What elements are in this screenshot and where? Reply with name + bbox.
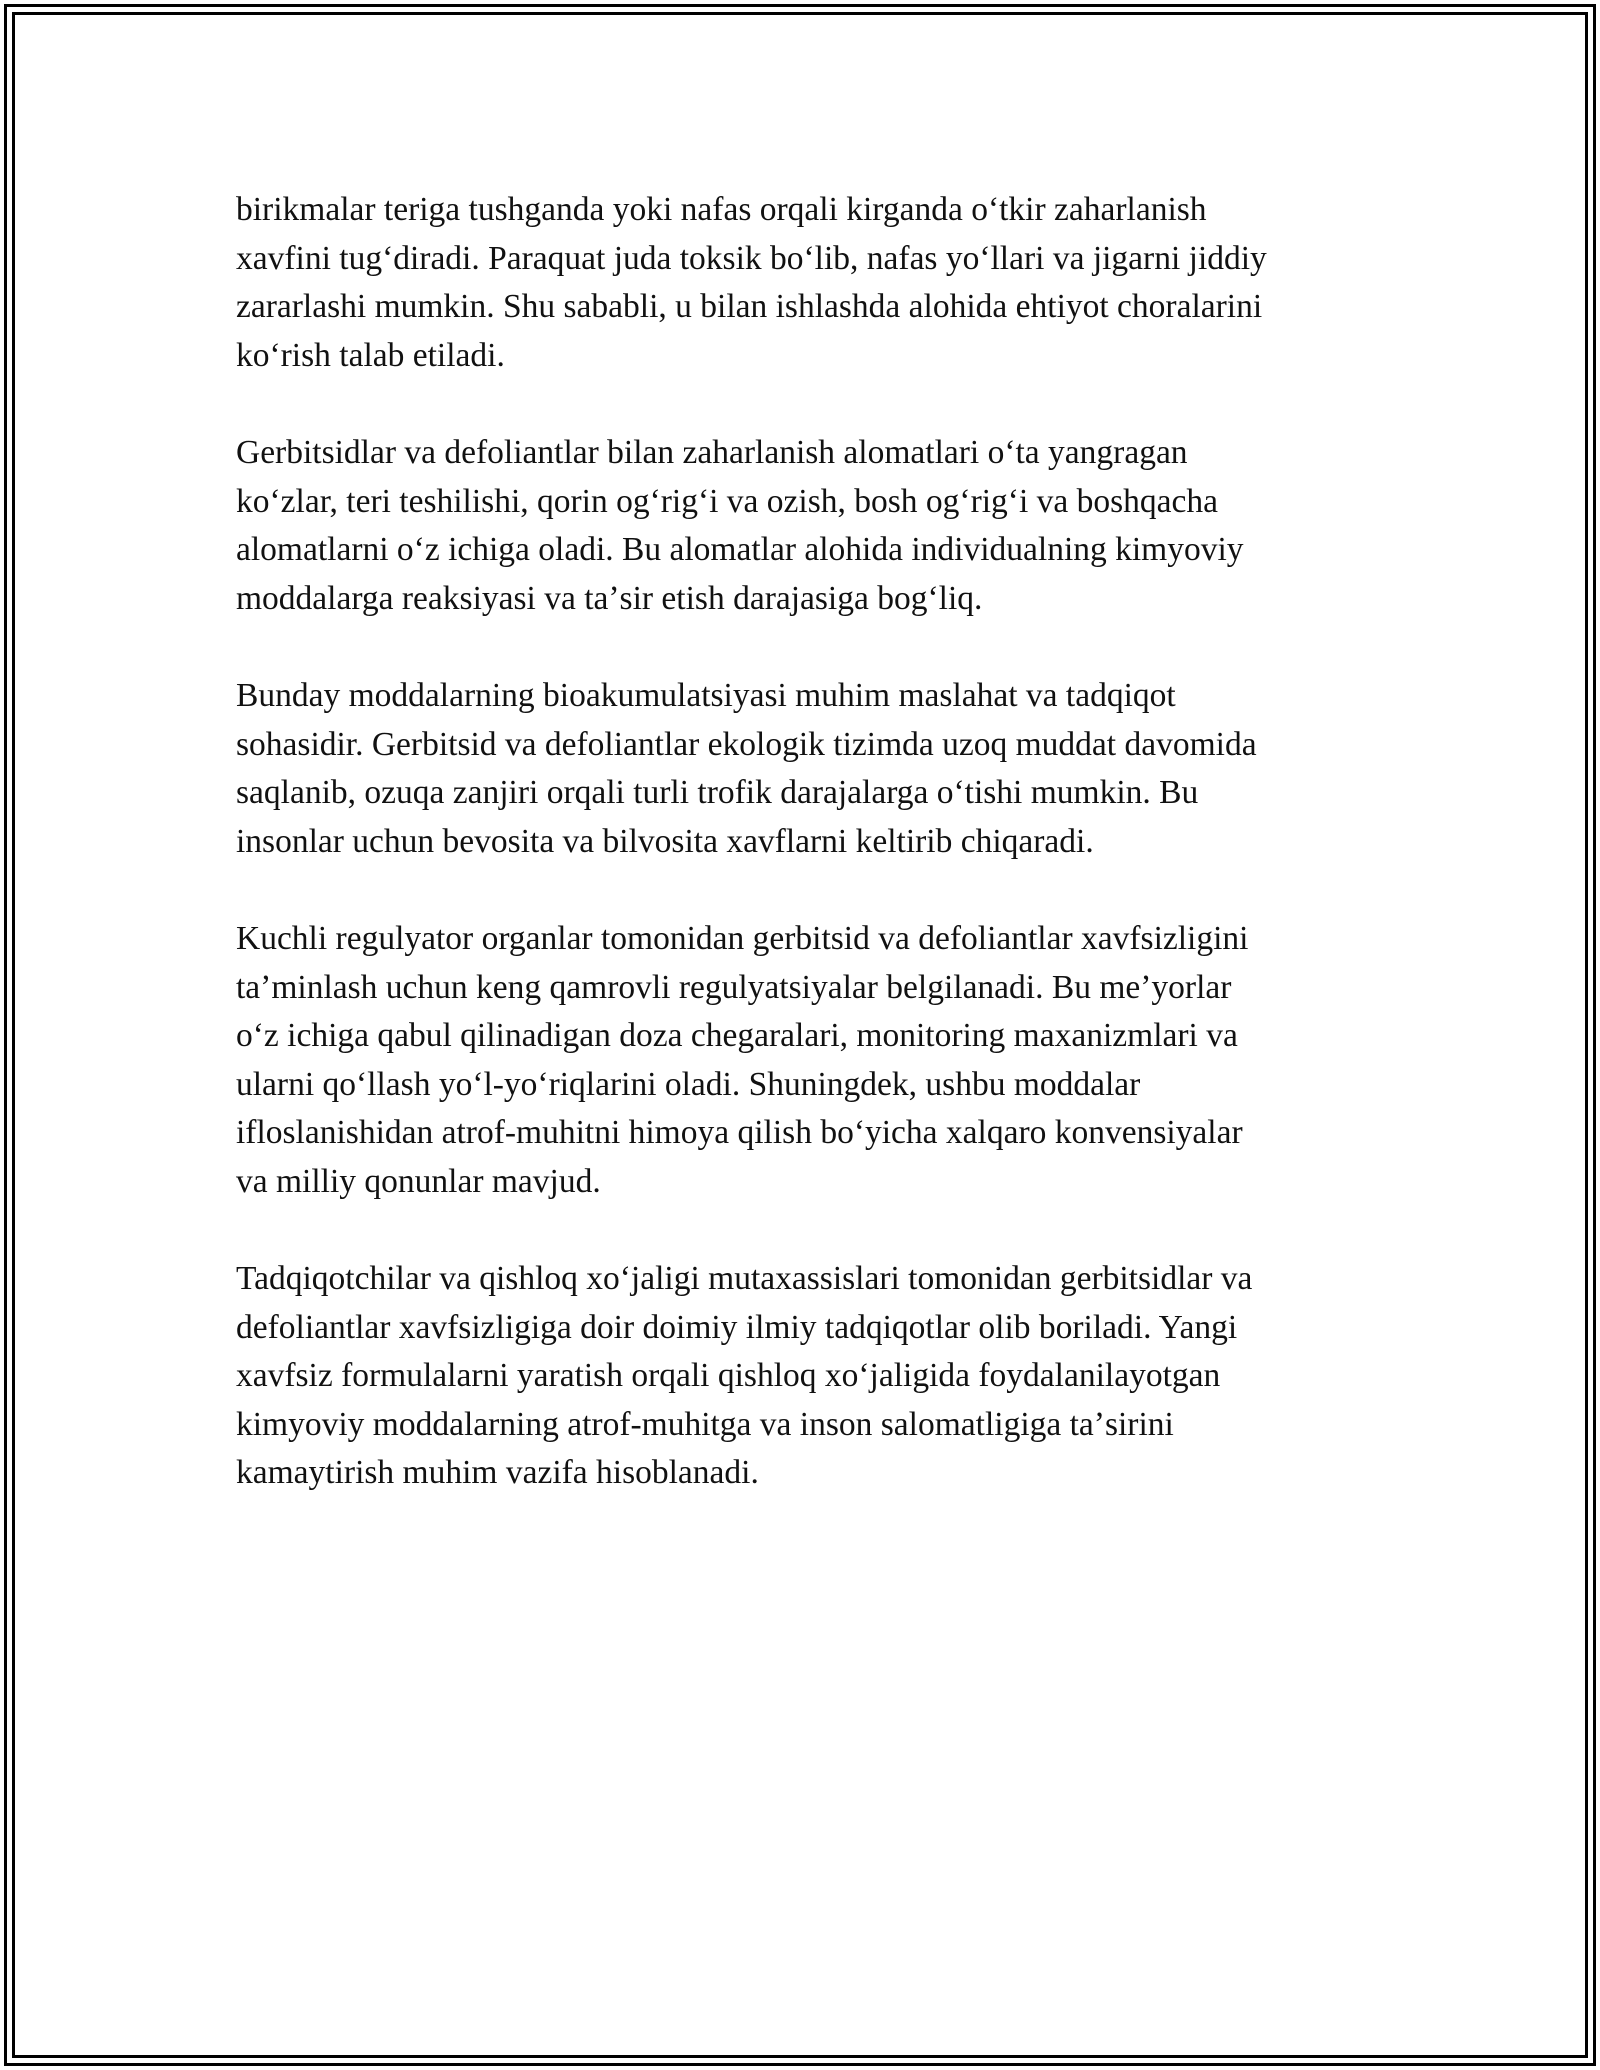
text-line: koʻrish talab etiladi. (236, 336, 505, 374)
text-line: kimyoviy moddalarning atrof-muhitga va inson salomatligiga taʼsirini (236, 1405, 1174, 1443)
text-line: zararlashi mumkin. Shu sababli, u bilan ishlashda alohida ehtiyot choralarini (236, 288, 1263, 326)
text-line: oʻz ichiga qabul qilinadigan doza chegaralari, monitoring maxanizmlari va (236, 1017, 1238, 1055)
text-line: Tadqiqotchilar va qishloq xoʻjaligi mutaxassislari tomonidan gerbitsidlar va (236, 1260, 1253, 1298)
text-line: ifloslanishidan atrof-muhitni himoya qilish boʻyicha xalqaro konvensiyalar (236, 1114, 1243, 1152)
text-line: xavfsiz formulalarni yaratish orqali qishloq xoʻjaligida foydalanilayotgan (236, 1357, 1221, 1395)
text-line: Kuchli regulyator organlar tomonidan gerbitsid va defoliantlar xavfsizligini (236, 919, 1249, 957)
text-line: ularni qoʻllash yoʻl-yoʻriqlarini oladi. Shuningdek, ushbu moddalar (236, 1065, 1141, 1103)
text-line: koʻzlar, teri teshilishi, qorin ogʻrigʻi va ozish, bosh ogʻrigʻi va boshqacha (236, 482, 1219, 520)
text-line: moddalarga reaksiyasi va taʼsir etish darajasiga bogʻliq. (236, 579, 983, 617)
paragraph-3 (236, 672, 1380, 866)
text-line: defoliantlar xavfsizligiga doir doimiy ilmiy tadqiqotlar olib boriladi. Yangi (236, 1308, 1238, 1346)
text-line: sohasidir. Gerbitsid va defoliantlar ekologik tizimda uzoq muddat davomida (236, 725, 1257, 763)
text-line: taʼminlash uchun keng qamrovli regulyatsiyalar belgilanadi. Bu meʼyorlar (236, 968, 1232, 1006)
text-line: alomatlarni oʻz ichiga oladi. Bu alomatlar alohida individualning kimyoviy (236, 531, 1244, 569)
paragraph-2 (236, 429, 1380, 623)
document-body (236, 186, 1380, 1547)
text-line: Bunday moddalarning bioakumulatsiyasi muhim maslahat va tadqiqot (236, 676, 1176, 714)
paragraph-1 (236, 186, 1380, 380)
text-line: Gerbitsidlar va defoliantlar bilan zaharlanish alomatlari oʻta yangragan (236, 433, 1188, 471)
text-line: kamaytirish muhim vazifa hisoblanadi. (236, 1454, 759, 1492)
text-line: saqlanib, ozuqa zanjiri orqali turli trofik darajalarga oʻtishi mumkin. Bu (236, 774, 1199, 812)
text-line: xavfini tugʻdiradi. Paraquat juda toksik boʻlib, nafas yoʻllari va jigarni jiddiy (236, 239, 1267, 277)
paragraph-4 (236, 915, 1380, 1207)
text-line: insonlar uchun bevosita va bilvosita xavflarni keltirib chiqaradi. (236, 822, 1094, 860)
paragraph-5 (236, 1255, 1380, 1498)
text-line: birikmalar teriga tushganda yoki nafas orqali kirganda oʻtkir zaharlanish (236, 191, 1207, 228)
text-line: va milliy qonunlar mavjud. (236, 1162, 601, 1200)
